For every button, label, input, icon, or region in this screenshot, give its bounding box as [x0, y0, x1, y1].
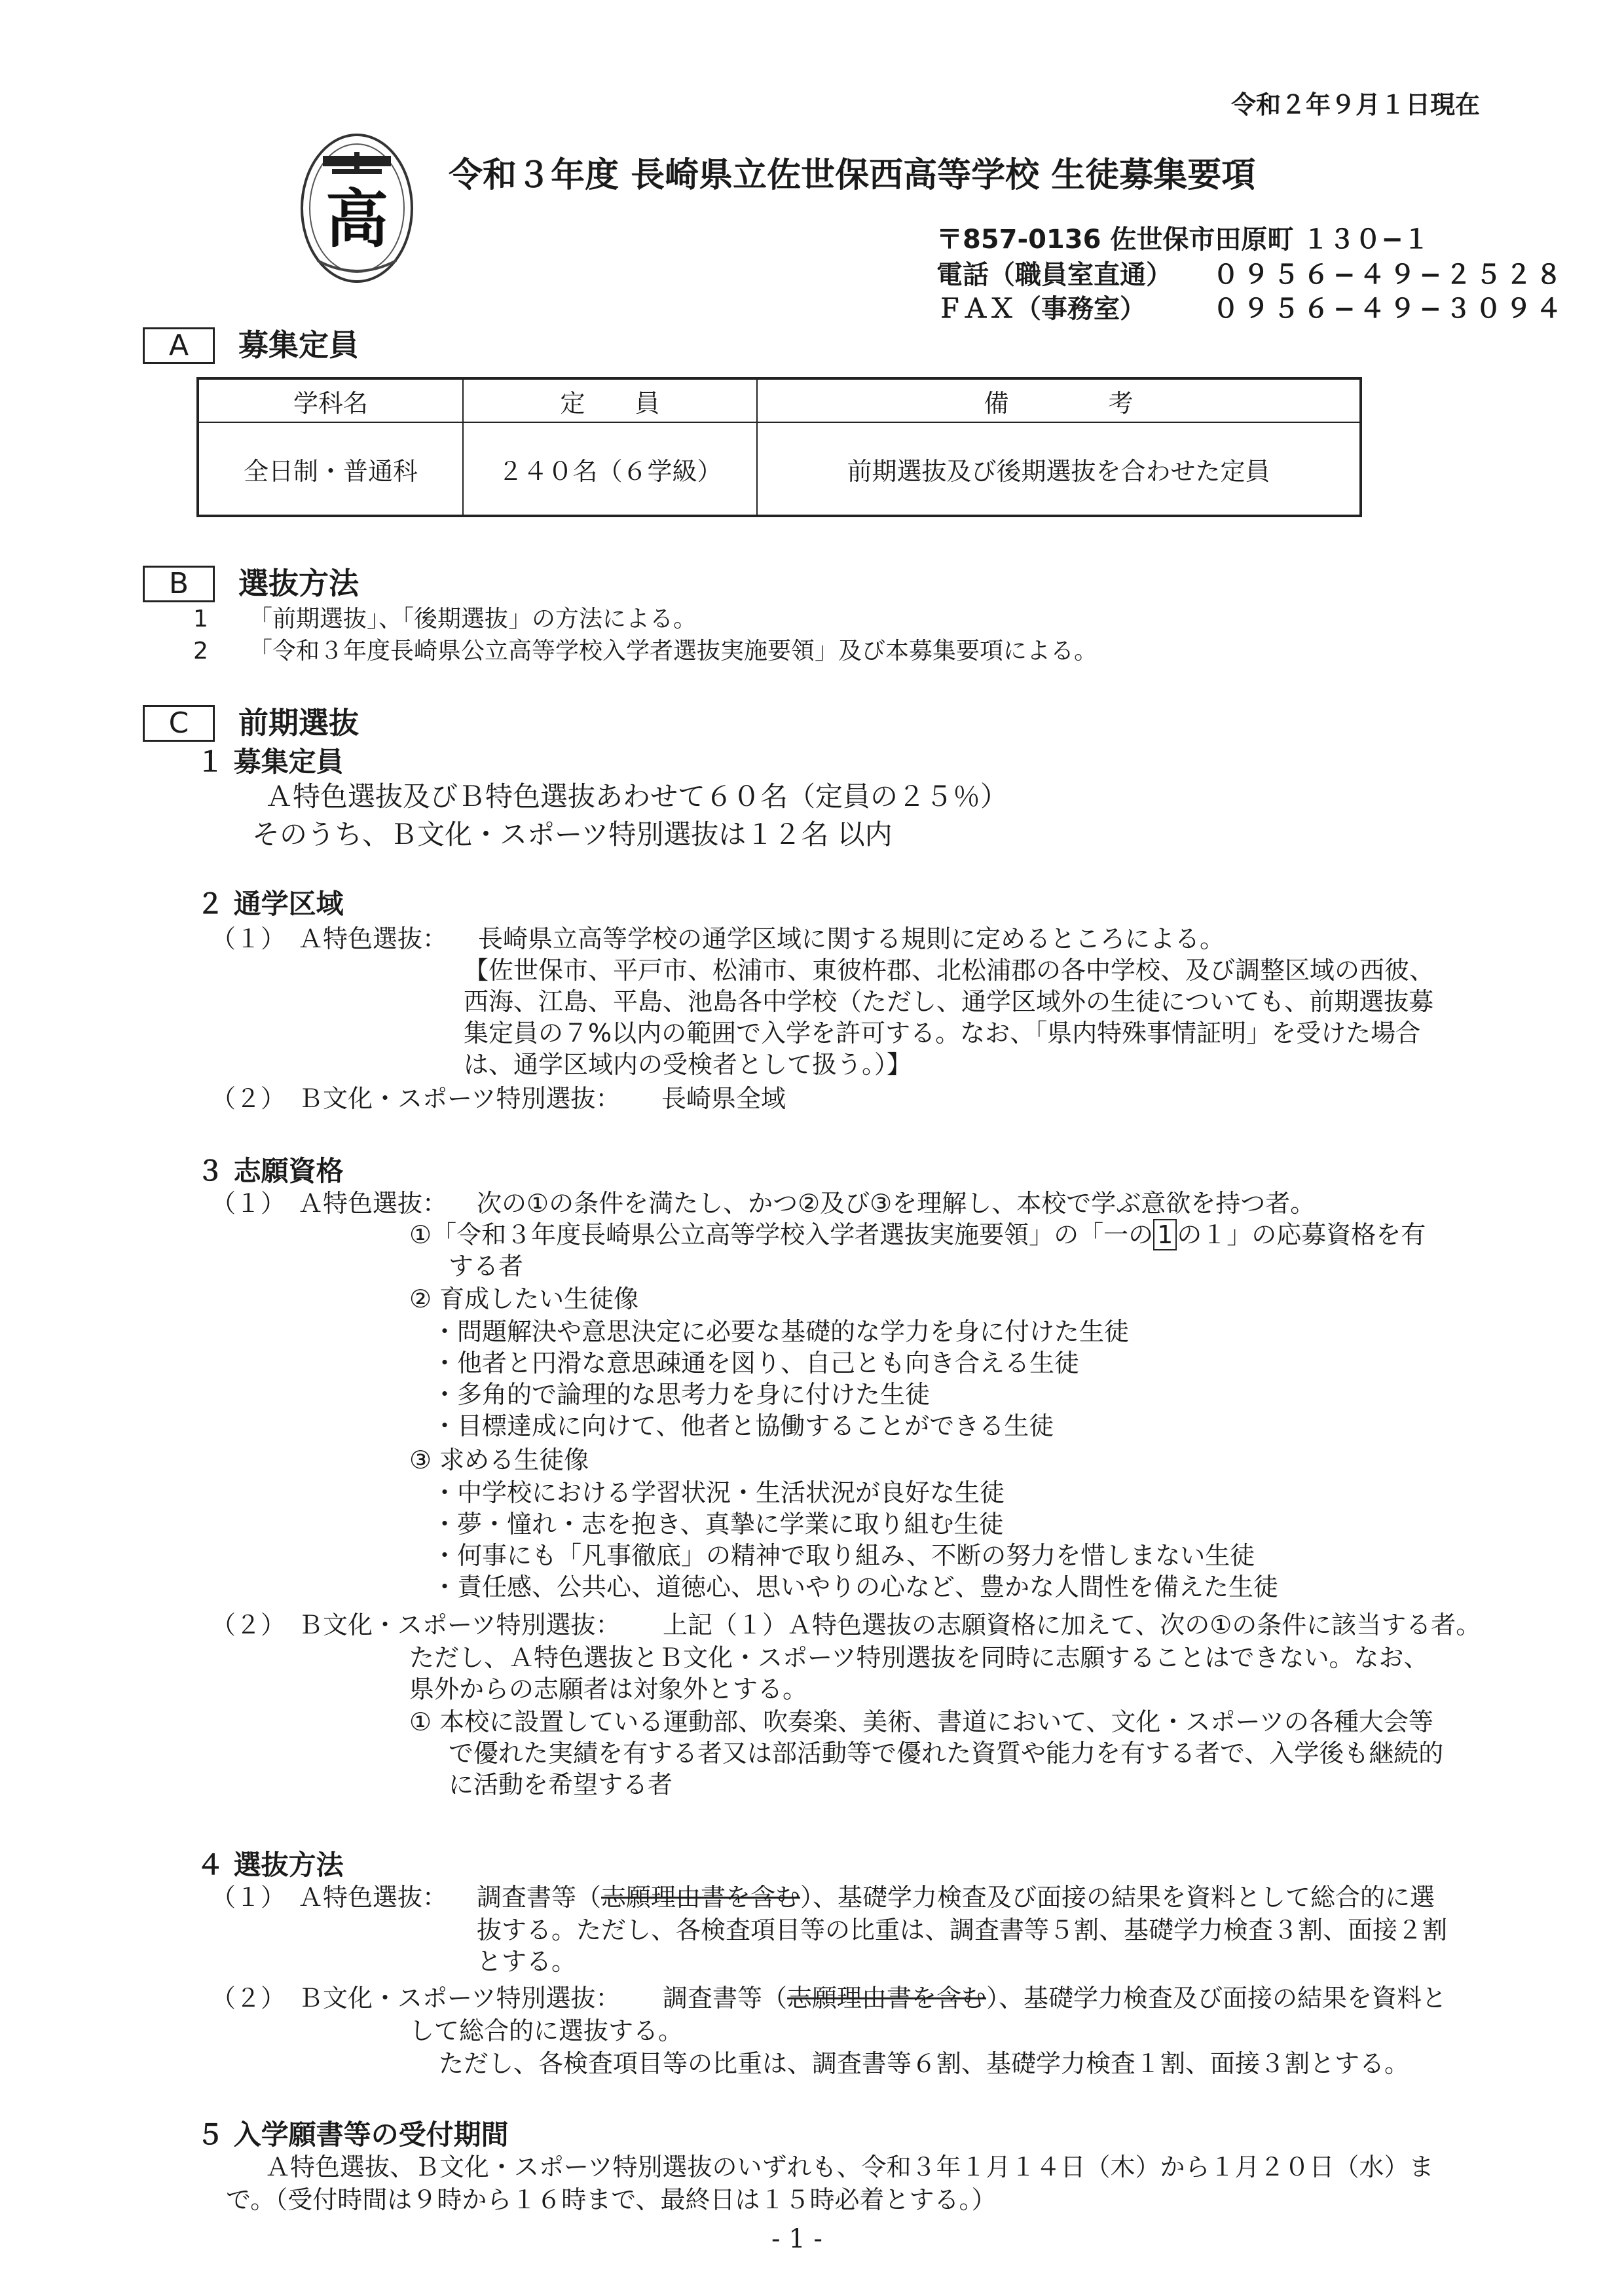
item-text: 県外からの志願者は対象外とする。 [409, 1675, 808, 1704]
list-item: ・中学校における学習状況・生活状況が良好な生徒 [432, 1478, 1005, 1507]
svg-text:高: 高 [325, 182, 388, 256]
section-b-title: 選抜方法 [238, 566, 359, 601]
section-b-label: B [143, 566, 215, 602]
quota-header-department: 学科名 [198, 378, 463, 422]
quota-cell-department: 全日制・普通科 [198, 422, 463, 516]
list-item: ・目標達成に向けて、他者と協働することができる生徒 [432, 1412, 1054, 1440]
subsection-heading: ５ 入学願書等の受付期間 [196, 2119, 509, 2151]
condition-text: の１」の応募資格を有 [1177, 1220, 1426, 1249]
quota-line: Ａ特色選抜及びＢ特色選抜あわせて６０名（定員の２５％） [265, 780, 1008, 812]
item-text: 【佐世保市、平戸市、松浦市、東彼杵郡、北松浦郡の各中学校、及び調整区域の西彼、 [464, 956, 1435, 985]
list-item: ・責任感、公共心、道徳心、思いやりの心など、豊かな人間性を備えた生徒 [432, 1573, 1279, 1601]
item-text-part: ）、基礎学力検査及び面接の結果を資料として総合的に選 [800, 1883, 1435, 1912]
section-c-title: 前期選抜 [238, 705, 359, 740]
list-item: ・他者と円滑な意思疎通を図り、自己とも向き合える生徒 [432, 1349, 1080, 1377]
subsection-heading: ４ 選抜方法 [196, 1849, 344, 1881]
item-label: （２） Ｂ文化・スポーツ特別選抜： [211, 1984, 621, 2013]
fax-number: ０９５６−４９−３０９４ [1213, 294, 1566, 324]
quota-header-notes: 備 考 [757, 378, 1361, 422]
condition-item: ② 育成したい生徒像 [409, 1285, 639, 1313]
item-text: 西海、江島、平島、池島各中学校（ただし、通学区域外の生徒についても、前期選抜募 [464, 987, 1434, 1016]
item-text [477, 1880, 1435, 1914]
condition-item: で優れた実績を有する者又は部活動等で優れた資質や能力を有する者で、入学後も継続的 [449, 1739, 1444, 1768]
list-item: ・夢・憧れ・志を抱き、真摯に学業に取り組む生徒 [432, 1510, 1004, 1539]
item-text: ただし、各検査項目等の比重は、調査書等６割、基礎学力検査１割、面接３割とする。 [439, 2049, 1410, 2078]
item-text: Ａ特色選抜、Ｂ文化・スポーツ特別選抜のいずれも、令和３年１月１４日（木）から１月２０日（水）ま [265, 2153, 1434, 2181]
item-text: は、通学区域内の受検者として扱う。）】 [464, 1050, 912, 1079]
item-text-part: ）、基礎学力検査及び面接の結果を資料と [986, 1984, 1447, 2013]
phone-label: 電話（職員室直通） [936, 260, 1172, 290]
section-c-label: C [143, 705, 215, 742]
quota-cell-notes: 前期選抜及び後期選抜を合わせた定員 [757, 422, 1361, 516]
item-text: 長崎県立高等学校の通学区域に関する規則に定めるところによる。 [478, 924, 1225, 953]
condition-text: ①「令和３年度長崎県公立高等学校入学者選抜実施要領」の「一の [409, 1220, 1154, 1249]
page-title: 令和３年度 長崎県立佐世保西高等学校 生徒募集要項 [449, 156, 1256, 195]
item-text: して総合的に選抜する。 [409, 2016, 684, 2045]
boxed-number: 1 [1153, 1219, 1177, 1250]
item-text: 集定員の７%以内の範囲で入学を許可する。なお、「県内特殊事情証明」を受けた場合 [464, 1019, 1421, 1048]
fax-label: ＦＡＸ（事務室） [936, 294, 1146, 324]
item-text-part: 調査書等（ [663, 1984, 788, 2013]
item-text: ただし、Ａ特色選抜とＢ文化・スポーツ特別選抜を同時に志願することはできない。なお、 [409, 1643, 1429, 1672]
subsection-heading: ３ 志願資格 [196, 1155, 344, 1187]
struck-text: 志願理由書を含む [787, 1984, 987, 2013]
item-label: （１） Ａ特色選抜： [211, 924, 448, 953]
condition-item: ① 本校に設置している運動部、吹奏楽、美術、書道において、文化・スポーツの各種大会等 [409, 1707, 1433, 1736]
struck-text: 志願理由書を含む [601, 1883, 801, 1912]
subsection-heading: ２ 通学区域 [196, 888, 344, 920]
quota-table-header-row [198, 378, 1361, 422]
condition-item: する者 [449, 1252, 524, 1281]
subsection-heading: １ 募集定員 [196, 746, 344, 778]
item-text: 次の①の条件を満たし、かつ②及び③を理解し、本校で学ぶ意欲を持つ者。 [477, 1189, 1316, 1218]
item-label: （１） Ａ特色選抜： [211, 1189, 448, 1218]
list-item: 「前期選抜」、「後期選抜」の方法による。 [249, 606, 697, 632]
school-address: 〒857-0136 佐世保市田原町 １３０−１ [936, 225, 1430, 255]
list-item: ・問題解決や意思決定に必要な基礎的な学力を身に付けた生徒 [432, 1317, 1130, 1346]
item-text: 長崎県全域 [661, 1084, 786, 1113]
condition-item: ③ 求める生徒像 [409, 1446, 589, 1474]
item-text-part: 調査書等（ [477, 1883, 602, 1912]
issue-date: 令和２年９月１日現在 [1231, 90, 1481, 119]
item-label: （２） Ｂ文化・スポーツ特別選抜： [211, 1611, 621, 1639]
list-item: ・何事にも「凡事徹底」の精神で取り組み、不断の努力を惜しまない生徒 [432, 1541, 1255, 1570]
item-text: 抜する。ただし、各検査項目等の比重は、調査書等５割、基礎学力検査３割、面接２割 [477, 1916, 1448, 1944]
item-label: （２） Ｂ文化・スポーツ特別選抜： [211, 1084, 621, 1113]
list-item-number: 2 [193, 638, 208, 665]
section-a-title: 募集定員 [238, 327, 359, 363]
condition-item: に活動を希望する者 [449, 1770, 673, 1799]
list-item: ・多角的で論理的な思考力を身に付けた生徒 [432, 1380, 931, 1409]
school-seal-icon [298, 130, 416, 287]
phone-number: ０９５６−４９−２５２８ [1213, 260, 1566, 290]
section-a-label: A [143, 327, 215, 364]
quota-header-capacity: 定 員 [463, 378, 757, 422]
item-text: とする。 [477, 1947, 577, 1976]
quota-line: そのうち、Ｂ文化・スポーツ特別選抜は１２名 以内 [252, 818, 893, 850]
list-item-number: 1 [193, 606, 208, 632]
page-number: - 1 - [771, 2224, 822, 2254]
quota-table [196, 377, 1362, 517]
quota-cell-capacity: ２４０名（６学級） [463, 422, 757, 516]
condition-item [409, 1218, 1426, 1252]
table-row [198, 422, 1361, 516]
list-item: 「令和３年度長崎県公立高等学校入学者選抜実施要領」及び本募集要項による。 [249, 638, 1098, 665]
item-text [663, 1981, 1447, 2015]
item-text: 上記（１）Ａ特色選抜の志願資格に加えて、次の①の条件に該当する者。 [663, 1611, 1481, 1639]
item-text: で。（受付時間は９時から１６時まで、最終日は１５時必着とする。） [226, 2185, 997, 2214]
item-label: （１） Ａ特色選抜： [211, 1883, 448, 1912]
